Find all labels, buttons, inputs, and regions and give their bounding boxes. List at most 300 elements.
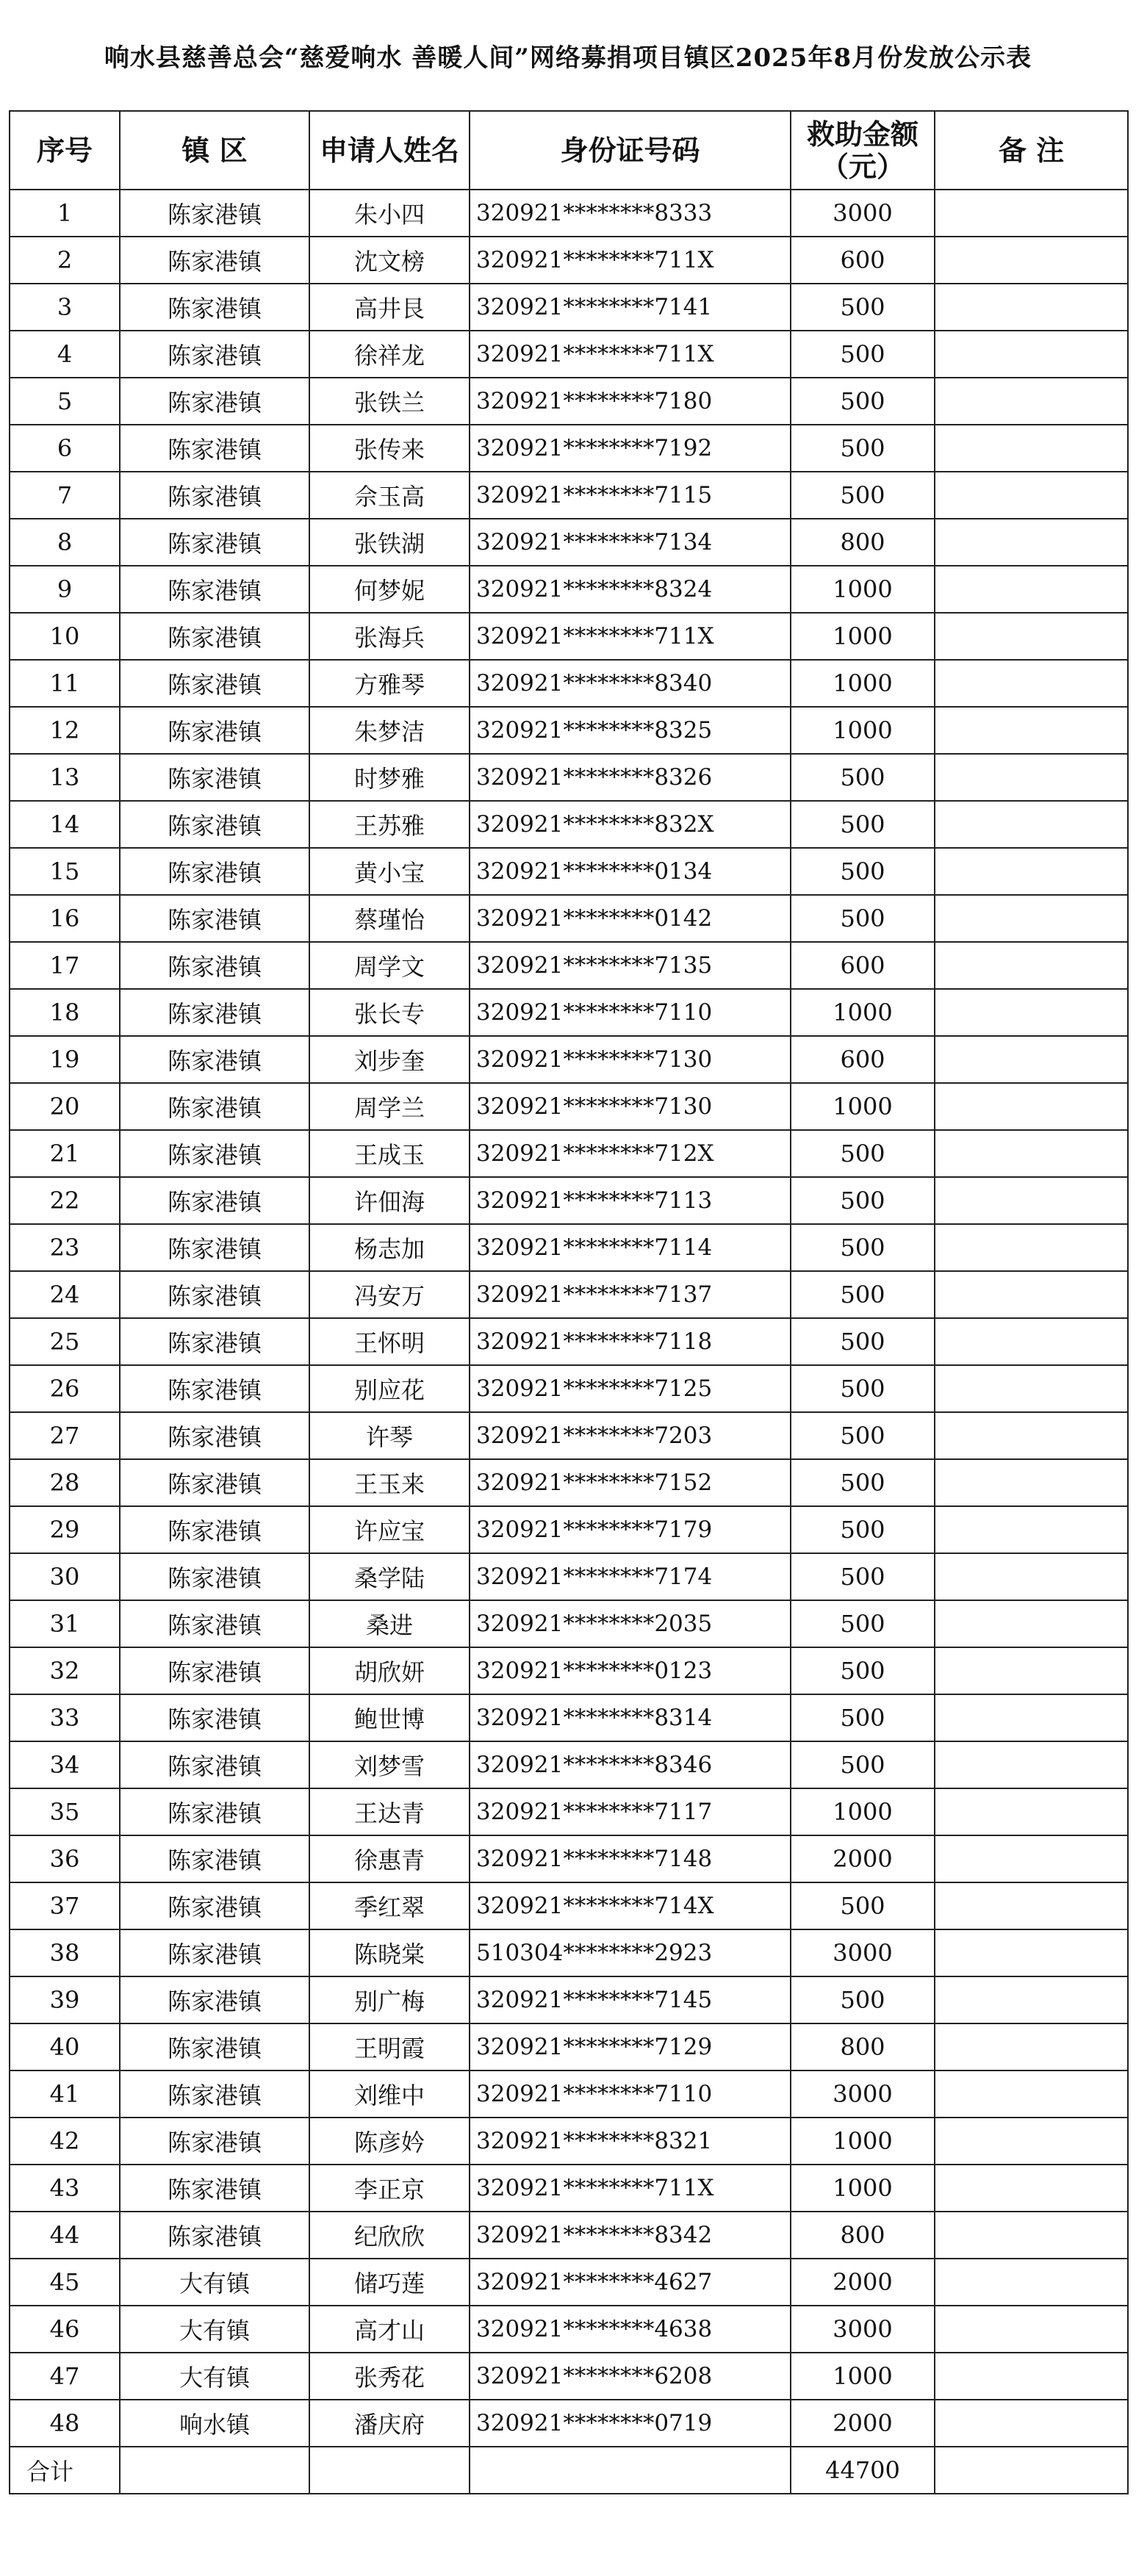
- cell-amount: 500: [791, 1412, 935, 1459]
- cell-town: 陈家港镇: [120, 1365, 309, 1412]
- cell-town: 陈家港镇: [120, 284, 309, 331]
- cell-amount: 500: [791, 1694, 935, 1741]
- cell-remark: [935, 1835, 1128, 1882]
- cell-town: 陈家港镇: [120, 425, 309, 472]
- cell-name: 高才山: [309, 2306, 470, 2353]
- cell-town: 陈家港镇: [120, 1036, 309, 1083]
- cell-remark: [935, 1882, 1128, 1929]
- cell-name: 李正京: [309, 2165, 470, 2212]
- cell-seq: 35: [10, 1788, 120, 1835]
- table-row: [10, 1130, 1128, 1177]
- table-row: [10, 1318, 1128, 1365]
- cell-seq: 43: [10, 2165, 120, 2212]
- cell-town: 陈家港镇: [120, 1929, 309, 1976]
- cell-name: 周学兰: [309, 1083, 470, 1130]
- cell-seq: 27: [10, 1412, 120, 1459]
- cell-id: 320921********7145: [470, 1976, 791, 2023]
- cell-name: 时梦雅: [309, 754, 470, 801]
- cell-amount: 1000: [791, 2353, 935, 2400]
- cell-id: 320921********7135: [470, 942, 791, 989]
- cell-town: 陈家港镇: [120, 2212, 309, 2259]
- cell-name: 徐祥龙: [309, 331, 470, 378]
- table-row: [10, 237, 1128, 284]
- cell-id: 320921********7118: [470, 1318, 791, 1365]
- cell-town: 大有镇: [120, 2259, 309, 2306]
- cell-town: 陈家港镇: [120, 2070, 309, 2118]
- table-row: [10, 801, 1128, 848]
- cell-name: 陈晓棠: [309, 1929, 470, 1976]
- cell-remark: [935, 566, 1128, 613]
- disbursement-table: [9, 110, 1129, 2494]
- cell-amount: 500: [791, 801, 935, 848]
- cell-amount: 3000: [791, 2070, 935, 2118]
- table-row: [10, 425, 1128, 472]
- table-row: [10, 1600, 1128, 1647]
- cell-town: 陈家港镇: [120, 613, 309, 660]
- cell-id: 320921********0123: [470, 1647, 791, 1694]
- cell-name: 冯安万: [309, 1271, 470, 1318]
- cell-amount: 1000: [791, 707, 935, 754]
- cell-name: 朱梦洁: [309, 707, 470, 754]
- cell-name: 王苏雅: [309, 801, 470, 848]
- table-row: [10, 1553, 1128, 1600]
- cell-seq: 7: [10, 472, 120, 519]
- cell-remark: [935, 1553, 1128, 1600]
- cell-amount: 500: [791, 284, 935, 331]
- cell-seq: 20: [10, 1083, 120, 1130]
- cell-remark: [935, 1647, 1128, 1694]
- cell-amount: 1000: [791, 1788, 935, 1835]
- cell-amount: 500: [791, 1130, 935, 1177]
- cell-name: 别广梅: [309, 1976, 470, 2023]
- cell-seq: 2: [10, 237, 120, 284]
- cell-amount: 3000: [791, 190, 935, 237]
- cell-remark: [935, 1459, 1128, 1506]
- cell-seq: 21: [10, 1130, 120, 1177]
- cell-seq: 48: [10, 2400, 120, 2447]
- cell-name: 刘步奎: [309, 1036, 470, 1083]
- cell-amount: 500: [791, 472, 935, 519]
- cell-name: 佘玉高: [309, 472, 470, 519]
- cell-town: 陈家港镇: [120, 237, 309, 284]
- table-row: [10, 1647, 1128, 1694]
- cell-town: 陈家港镇: [120, 801, 309, 848]
- cell-seq: 17: [10, 942, 120, 989]
- cell-town: 陈家港镇: [120, 1318, 309, 1365]
- cell-id: 320921********7179: [470, 1506, 791, 1553]
- total-row: [10, 2447, 1128, 2494]
- cell-amount: 600: [791, 237, 935, 284]
- cell-name: 高井艮: [309, 284, 470, 331]
- cell-town: 陈家港镇: [120, 989, 309, 1036]
- cell-seq: 38: [10, 1929, 120, 1976]
- cell-remark: [935, 1318, 1128, 1365]
- cell-name: 杨志加: [309, 1224, 470, 1271]
- cell-remark: [935, 331, 1128, 378]
- table-row: [10, 1177, 1128, 1224]
- cell-id: 320921********7114: [470, 1224, 791, 1271]
- cell-name: 许佃海: [309, 1177, 470, 1224]
- cell-amount: 500: [791, 331, 935, 378]
- table-row: [10, 989, 1128, 1036]
- cell-name: 刘维中: [309, 2070, 470, 2118]
- cell-id: 320921********7113: [470, 1177, 791, 1224]
- cell-amount: 500: [791, 1459, 935, 1506]
- cell-remark: [935, 1083, 1128, 1130]
- cell-remark: [935, 660, 1128, 707]
- cell-seq: 22: [10, 1177, 120, 1224]
- cell-name: 王怀明: [309, 1318, 470, 1365]
- table-row: [10, 2070, 1128, 2118]
- cell-amount: 1000: [791, 1083, 935, 1130]
- cell-town: 陈家港镇: [120, 1553, 309, 1600]
- cell-remark: [935, 1929, 1128, 1976]
- cell-remark: [935, 472, 1128, 519]
- cell-id: 320921********7129: [470, 2023, 791, 2070]
- header-name: 申请人姓名: [309, 111, 470, 190]
- cell-name: 张海兵: [309, 613, 470, 660]
- total-name-cell: [309, 2447, 470, 2494]
- cell-amount: 500: [791, 1647, 935, 1694]
- cell-seq: 19: [10, 1036, 120, 1083]
- cell-town: 陈家港镇: [120, 1788, 309, 1835]
- total-label: 合计: [10, 2447, 120, 2494]
- cell-town: 陈家港镇: [120, 566, 309, 613]
- cell-town: 陈家港镇: [120, 1741, 309, 1788]
- total-town-cell: [120, 2447, 309, 2494]
- cell-town: 陈家港镇: [120, 519, 309, 566]
- table-row: [10, 1506, 1128, 1553]
- cell-amount: 1000: [791, 566, 935, 613]
- cell-seq: 46: [10, 2306, 120, 2353]
- cell-id: 320921********7130: [470, 1083, 791, 1130]
- cell-town: 陈家港镇: [120, 331, 309, 378]
- cell-amount: 500: [791, 1741, 935, 1788]
- cell-remark: [935, 378, 1128, 425]
- cell-amount: 1000: [791, 660, 935, 707]
- cell-town: 陈家港镇: [120, 754, 309, 801]
- cell-amount: 800: [791, 2023, 935, 2070]
- cell-town: 陈家港镇: [120, 1271, 309, 1318]
- cell-remark: [935, 2070, 1128, 2118]
- cell-remark: [935, 519, 1128, 566]
- cell-id: 320921********7141: [470, 284, 791, 331]
- cell-name: 张铁兰: [309, 378, 470, 425]
- cell-remark: [935, 1694, 1128, 1741]
- cell-remark: [935, 284, 1128, 331]
- header-amount-line2: （元）: [820, 149, 905, 183]
- cell-seq: 3: [10, 284, 120, 331]
- cell-id: 320921********7192: [470, 425, 791, 472]
- header-town: 镇 区: [120, 111, 309, 190]
- cell-id: 320921********8326: [470, 754, 791, 801]
- cell-remark: [935, 2353, 1128, 2400]
- cell-town: 陈家港镇: [120, 895, 309, 942]
- table-row: [10, 1882, 1128, 1929]
- cell-town: 陈家港镇: [120, 848, 309, 895]
- cell-town: 陈家港镇: [120, 1694, 309, 1741]
- table-row: [10, 284, 1128, 331]
- cell-id: 320921********7134: [470, 519, 791, 566]
- cell-town: 陈家港镇: [120, 1882, 309, 1929]
- cell-seq: 42: [10, 2118, 120, 2165]
- cell-id: 320921********711X: [470, 613, 791, 660]
- cell-remark: [935, 613, 1128, 660]
- cell-id: 320921********7125: [470, 1365, 791, 1412]
- cell-id: 320921********7130: [470, 1036, 791, 1083]
- cell-town: 陈家港镇: [120, 1224, 309, 1271]
- cell-town: 陈家港镇: [120, 190, 309, 237]
- cell-seq: 44: [10, 2212, 120, 2259]
- cell-amount: 1000: [791, 2165, 935, 2212]
- cell-remark: [935, 2306, 1128, 2353]
- cell-name: 何梦妮: [309, 566, 470, 613]
- cell-town: 陈家港镇: [120, 660, 309, 707]
- cell-remark: [935, 1271, 1128, 1318]
- header-id: 身份证号码: [470, 111, 791, 190]
- cell-town: 陈家港镇: [120, 1647, 309, 1694]
- cell-name: 胡欣妍: [309, 1647, 470, 1694]
- table-row: [10, 2400, 1128, 2447]
- cell-name: 张铁湖: [309, 519, 470, 566]
- cell-seq: 40: [10, 2023, 120, 2070]
- cell-id: 320921********8346: [470, 1741, 791, 1788]
- cell-id: 510304********2923: [470, 1929, 791, 1976]
- cell-name: 刘梦雪: [309, 1741, 470, 1788]
- cell-name: 王明霞: [309, 2023, 470, 2070]
- cell-remark: [935, 942, 1128, 989]
- cell-seq: 37: [10, 1882, 120, 1929]
- table-row: [10, 1459, 1128, 1506]
- cell-id: 320921********711X: [470, 2165, 791, 2212]
- cell-remark: [935, 2165, 1128, 2212]
- cell-amount: 800: [791, 2212, 935, 2259]
- cell-remark: [935, 989, 1128, 1036]
- table-row: [10, 942, 1128, 989]
- cell-amount: 500: [791, 378, 935, 425]
- cell-seq: 26: [10, 1365, 120, 1412]
- table-row: [10, 566, 1128, 613]
- cell-name: 潘庆府: [309, 2400, 470, 2447]
- cell-remark: [935, 895, 1128, 942]
- table-row: [10, 2118, 1128, 2165]
- cell-town: 大有镇: [120, 2306, 309, 2353]
- cell-amount: 1000: [791, 613, 935, 660]
- cell-name: 纪欣欣: [309, 2212, 470, 2259]
- table-row: [10, 2306, 1128, 2353]
- cell-name: 蔡瑾怡: [309, 895, 470, 942]
- cell-seq: 6: [10, 425, 120, 472]
- cell-remark: [935, 1224, 1128, 1271]
- cell-id: 320921********7148: [470, 1835, 791, 1882]
- cell-seq: 11: [10, 660, 120, 707]
- table-row: [10, 1694, 1128, 1741]
- cell-id: 320921********0134: [470, 848, 791, 895]
- cell-id: 320921********8340: [470, 660, 791, 707]
- cell-name: 张传来: [309, 425, 470, 472]
- cell-seq: 15: [10, 848, 120, 895]
- cell-name: 季红翠: [309, 1882, 470, 1929]
- cell-amount: 500: [791, 754, 935, 801]
- cell-id: 320921********7152: [470, 1459, 791, 1506]
- cell-seq: 24: [10, 1271, 120, 1318]
- cell-town: 陈家港镇: [120, 2165, 309, 2212]
- cell-amount: 500: [791, 1506, 935, 1553]
- cell-remark: [935, 425, 1128, 472]
- cell-remark: [935, 1741, 1128, 1788]
- cell-seq: 39: [10, 1976, 120, 2023]
- cell-name: 陈彦妗: [309, 2118, 470, 2165]
- table-row: [10, 472, 1128, 519]
- table-row: [10, 1976, 1128, 2023]
- table-row: [10, 1224, 1128, 1271]
- cell-id: 320921********711X: [470, 331, 791, 378]
- table-row: [10, 1365, 1128, 1412]
- cell-remark: [935, 2259, 1128, 2306]
- cell-name: 鲍世博: [309, 1694, 470, 1741]
- table-header: [10, 111, 1128, 190]
- cell-remark: [935, 1177, 1128, 1224]
- cell-seq: 8: [10, 519, 120, 566]
- cell-amount: 2000: [791, 1835, 935, 1882]
- cell-town: 陈家港镇: [120, 1600, 309, 1647]
- cell-seq: 1: [10, 190, 120, 237]
- cell-id: 320921********8324: [470, 566, 791, 613]
- header-amount-line1: 救助金额: [806, 117, 918, 151]
- table-footer: [10, 2447, 1128, 2494]
- cell-amount: 500: [791, 1177, 935, 1224]
- cell-amount: 500: [791, 1600, 935, 1647]
- cell-remark: [935, 1365, 1128, 1412]
- table-row: [10, 190, 1128, 237]
- cell-name: 王成玉: [309, 1130, 470, 1177]
- cell-name: 朱小四: [309, 190, 470, 237]
- table-row: [10, 2212, 1128, 2259]
- table-row: [10, 1083, 1128, 1130]
- cell-remark: [935, 1788, 1128, 1835]
- total-remark-cell: [935, 2447, 1128, 2494]
- cell-id: 320921********8321: [470, 2118, 791, 2165]
- cell-name: 张长专: [309, 989, 470, 1036]
- cell-town: 陈家港镇: [120, 1083, 309, 1130]
- table-row: [10, 378, 1128, 425]
- cell-amount: 800: [791, 519, 935, 566]
- table-row: [10, 754, 1128, 801]
- cell-amount: 500: [791, 1365, 935, 1412]
- cell-seq: 36: [10, 1835, 120, 1882]
- cell-amount: 1000: [791, 2118, 935, 2165]
- cell-town: 陈家港镇: [120, 1412, 309, 1459]
- cell-remark: [935, 1976, 1128, 2023]
- table-body: [10, 190, 1128, 2447]
- cell-town: 响水镇: [120, 2400, 309, 2447]
- cell-seq: 9: [10, 566, 120, 613]
- table-row: [10, 660, 1128, 707]
- cell-name: 储巧莲: [309, 2259, 470, 2306]
- table-row: [10, 707, 1128, 754]
- cell-seq: 33: [10, 1694, 120, 1741]
- cell-amount: 500: [791, 1271, 935, 1318]
- cell-town: 陈家港镇: [120, 1835, 309, 1882]
- cell-town: 陈家港镇: [120, 378, 309, 425]
- cell-id: 320921********832X: [470, 801, 791, 848]
- cell-name: 周学文: [309, 942, 470, 989]
- cell-seq: 5: [10, 378, 120, 425]
- cell-town: 大有镇: [120, 2353, 309, 2400]
- cell-name: 许应宝: [309, 1506, 470, 1553]
- table-row: [10, 895, 1128, 942]
- page-title: 响水县慈善总会“慈爱响水 善暖人间”网络募捐项目镇区2025年8月份发放公示表: [104, 43, 1032, 73]
- cell-seq: 32: [10, 1647, 120, 1694]
- cell-name: 张秀花: [309, 2353, 470, 2400]
- cell-town: 陈家港镇: [120, 1130, 309, 1177]
- table-row: [10, 2023, 1128, 2070]
- cell-amount: 2000: [791, 2259, 935, 2306]
- cell-id: 320921********2035: [470, 1600, 791, 1647]
- cell-name: 桑学陆: [309, 1553, 470, 1600]
- cell-town: 陈家港镇: [120, 1976, 309, 2023]
- cell-amount: 2000: [791, 2400, 935, 2447]
- total-amount: 44700: [791, 2447, 935, 2494]
- cell-remark: [935, 1036, 1128, 1083]
- cell-remark: [935, 1412, 1128, 1459]
- cell-remark: [935, 1506, 1128, 1553]
- cell-name: 王玉来: [309, 1459, 470, 1506]
- table-row: [10, 2165, 1128, 2212]
- cell-name: 王达青: [309, 1788, 470, 1835]
- cell-seq: 13: [10, 754, 120, 801]
- cell-id: 320921********0719: [470, 2400, 791, 2447]
- cell-id: 320921********7115: [470, 472, 791, 519]
- cell-amount: 3000: [791, 2306, 935, 2353]
- header-seq: 序号: [10, 111, 120, 190]
- cell-remark: [935, 2400, 1128, 2447]
- cell-seq: 23: [10, 1224, 120, 1271]
- cell-seq: 12: [10, 707, 120, 754]
- cell-remark: [935, 2212, 1128, 2259]
- cell-remark: [935, 2118, 1128, 2165]
- cell-seq: 47: [10, 2353, 120, 2400]
- cell-seq: 25: [10, 1318, 120, 1365]
- table-row: [10, 1741, 1128, 1788]
- cell-id: 320921********8325: [470, 707, 791, 754]
- table-row: [10, 1412, 1128, 1459]
- cell-town: 陈家港镇: [120, 2118, 309, 2165]
- table-row: [10, 1271, 1128, 1318]
- cell-seq: 16: [10, 895, 120, 942]
- cell-remark: [935, 754, 1128, 801]
- cell-remark: [935, 2023, 1128, 2070]
- table-row: [10, 331, 1128, 378]
- cell-id: 320921********6208: [470, 2353, 791, 2400]
- header-row: [10, 111, 1128, 190]
- table-row: [10, 1036, 1128, 1083]
- cell-id: 320921********8333: [470, 190, 791, 237]
- cell-name: 沈文榜: [309, 237, 470, 284]
- cell-seq: 34: [10, 1741, 120, 1788]
- cell-id: 320921********4627: [470, 2259, 791, 2306]
- cell-name: 许琴: [309, 1412, 470, 1459]
- header-remark: 备 注: [935, 111, 1128, 190]
- cell-name: 桑进: [309, 1600, 470, 1647]
- cell-town: 陈家港镇: [120, 472, 309, 519]
- cell-name: 方雅琴: [309, 660, 470, 707]
- cell-id: 320921********7203: [470, 1412, 791, 1459]
- cell-town: 陈家港镇: [120, 707, 309, 754]
- cell-remark: [935, 801, 1128, 848]
- cell-seq: 29: [10, 1506, 120, 1553]
- cell-remark: [935, 848, 1128, 895]
